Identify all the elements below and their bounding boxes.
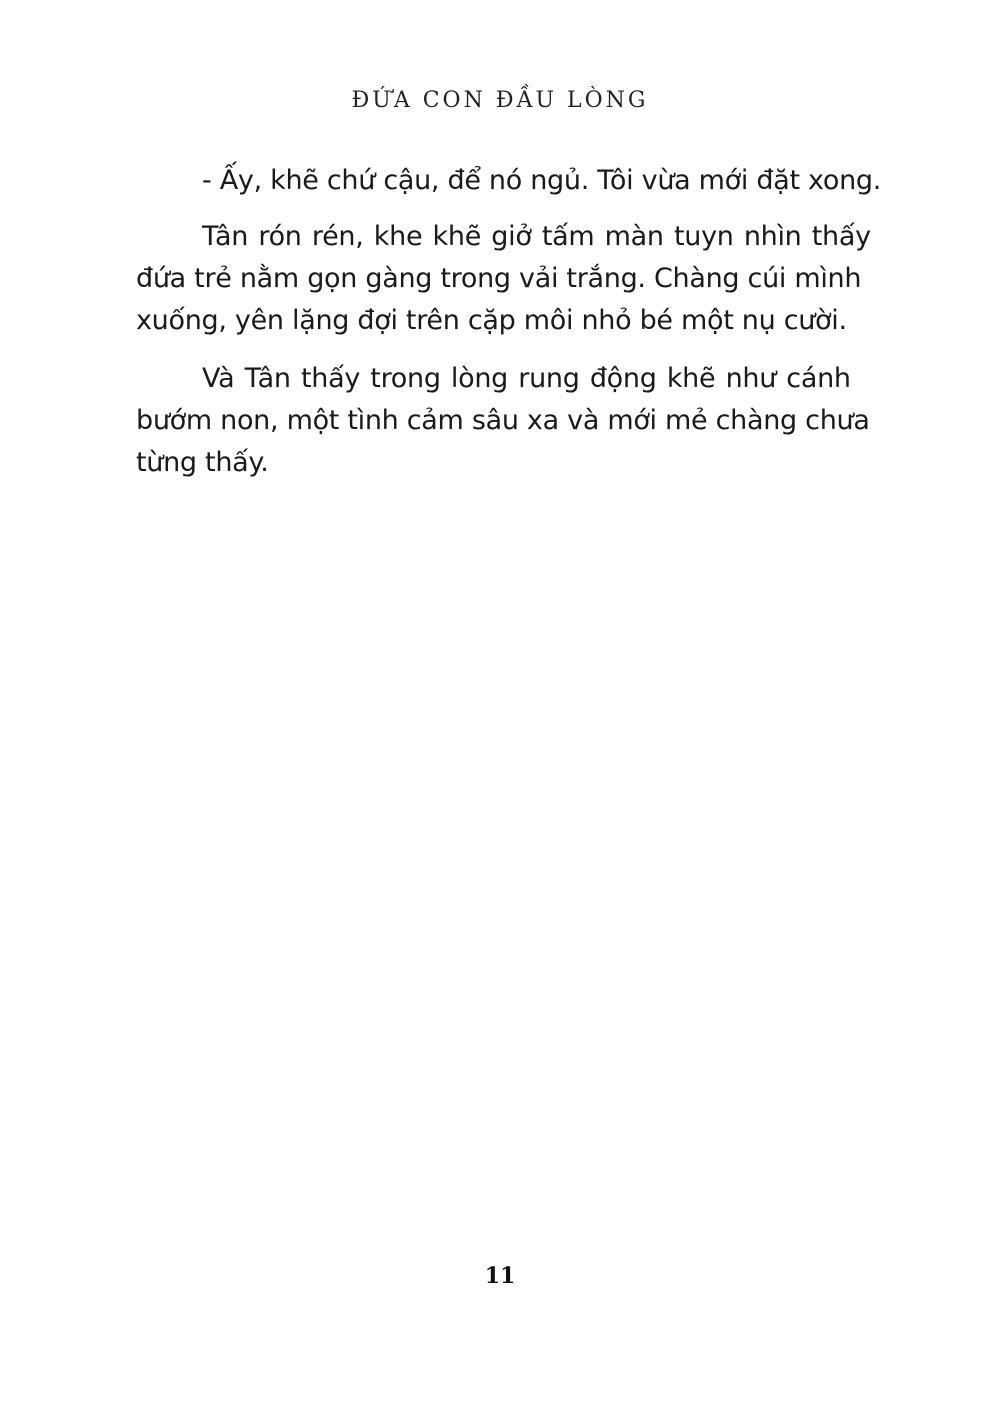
paragraph-1-line-1: - Ấy, khẽ chứ cậu, để nó ngủ. Tôi vừa mới đặt xong. [202,165,882,196]
paragraph-2-line-2: đứa trẻ nằm gọn gàng trong vải trắng. Chàng cúi mình [136,263,862,294]
paragraph-2-line-1: Tân rón rén, khe khẽ giở tấm màn tuyn nhìn thấy [202,221,871,252]
paragraph-3-line-2: bướm non, một tình cảm sâu xa và mới mẻ chàng chưa [136,405,870,436]
paragraph-3-line-1: Và Tân thấy trong lòng rung động khẽ như cánh [202,363,851,394]
paragraph-2-line-3: xuống, yên lặng đợi trên cặp môi nhỏ bé một nụ cười. [136,305,847,336]
paragraph-3-line-3: từng thấy. [136,447,269,478]
running-header-title: ĐỨA CON ĐẦU LÒNG [351,88,649,113]
page-number: 11 [484,1263,516,1289]
